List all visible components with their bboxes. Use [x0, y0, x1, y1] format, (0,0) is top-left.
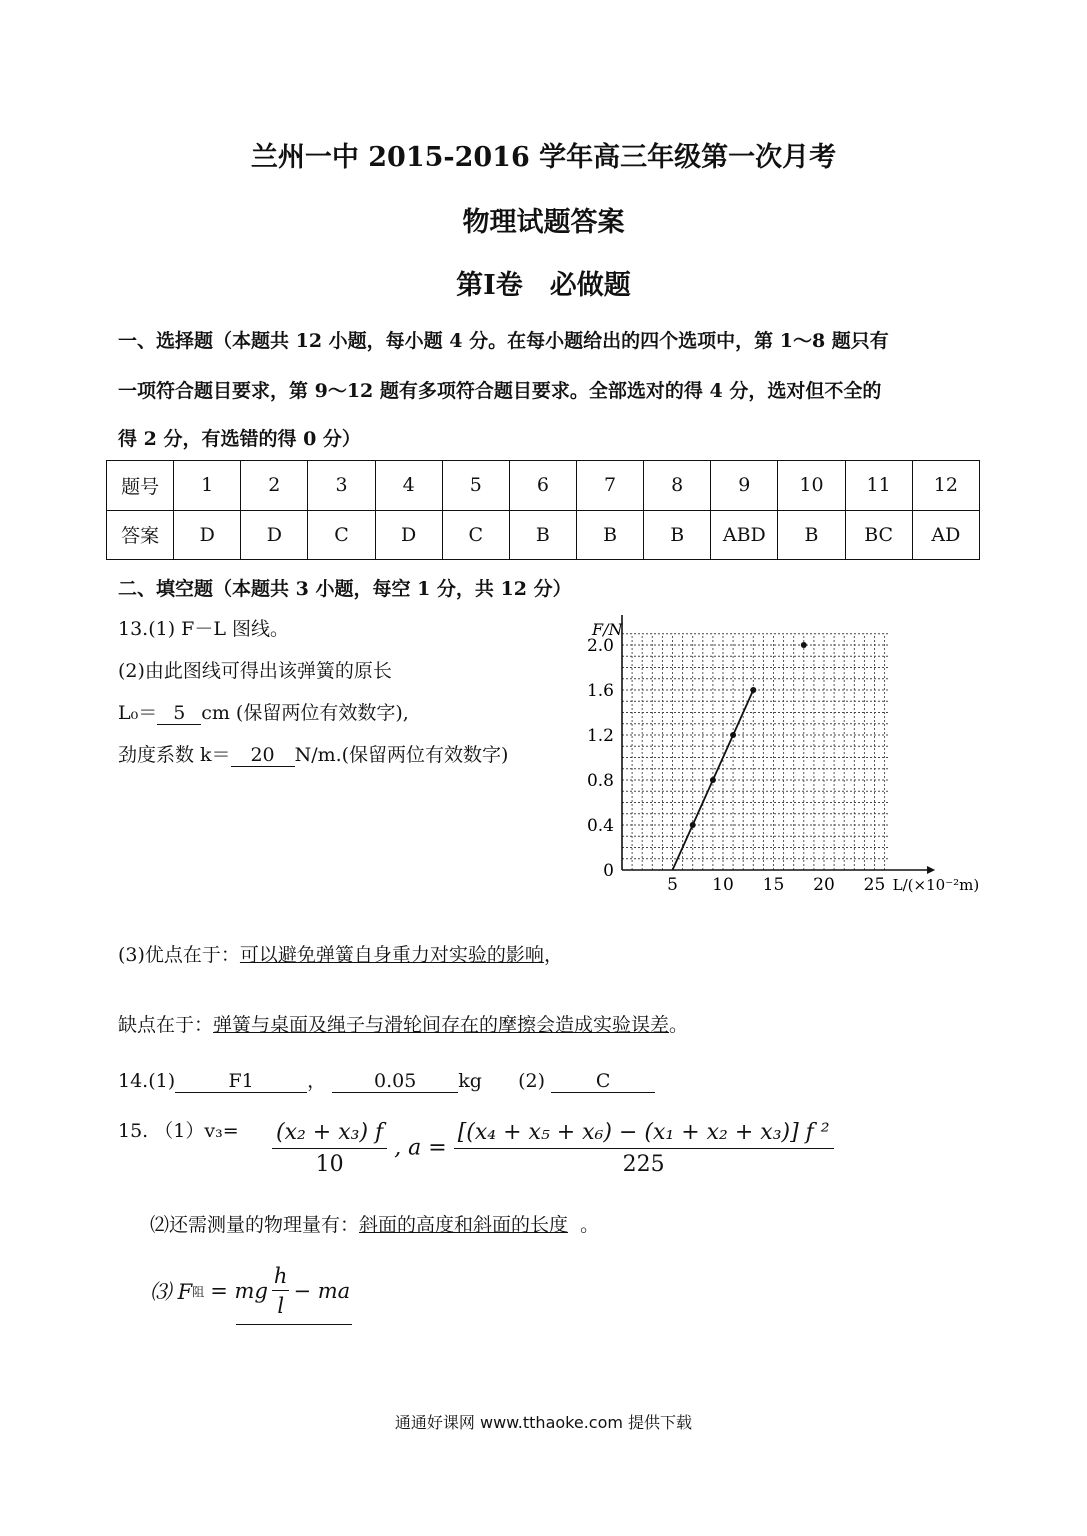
- a-numerator: [(x₄ + x₅ + x₆) − (x₁ + x₂ + x₃)] f ²: [454, 1120, 834, 1149]
- table-cell: 9: [711, 461, 778, 511]
- k-answer: 20: [231, 745, 295, 767]
- q13-l0: [118, 698, 409, 725]
- v3-fraction: [272, 1120, 387, 1177]
- table-cell: 8: [644, 461, 711, 511]
- p2-answer: 斜面的高度和斜面的长度: [359, 1214, 569, 1236]
- p3-denominator: l: [277, 1294, 285, 1318]
- table-cell: 10: [778, 461, 845, 511]
- table-cell: 7: [576, 461, 643, 511]
- row-label-answer: 答案: [107, 510, 174, 560]
- q14-line: [118, 1066, 655, 1093]
- q13-advantage: [118, 940, 563, 967]
- q14-answer-3: C: [551, 1071, 655, 1093]
- table-cell: 11: [845, 461, 912, 511]
- y-tick-label: 1.2: [586, 726, 614, 746]
- table-cell: 1: [174, 461, 241, 511]
- q15-part2: [150, 1210, 599, 1237]
- y-tick-label: 2.0: [586, 636, 614, 656]
- adv-suffix: ，: [543, 944, 563, 966]
- y-tick-label: 0.4: [586, 816, 614, 836]
- p3-numerator: h: [272, 1264, 290, 1291]
- q14-part2: (2): [518, 1070, 546, 1092]
- x-axis-arrow: [927, 866, 935, 874]
- x-tick-label: 10: [712, 875, 734, 895]
- a-label: , a =: [394, 1135, 447, 1161]
- q14-unit: kg: [458, 1070, 482, 1092]
- data-point: [730, 732, 736, 738]
- q13-disadvantage: [118, 1010, 688, 1037]
- sec2-heading: 二、填空题（本题共 3 小题，每空 1 分，共 12 分）: [118, 578, 572, 600]
- table-cell: 12: [912, 461, 979, 511]
- data-point: [690, 822, 696, 828]
- l0-prefix: L₀＝: [118, 702, 158, 724]
- table-cell: BC: [845, 510, 912, 560]
- x-tick-label: 15: [762, 875, 785, 895]
- sec1-instruction-line1: 一、选择题（本题共 12 小题，每小题 4 分。在每小题给出的四个选项中，第 1～8 题只有: [118, 330, 889, 352]
- data-point: [801, 642, 807, 648]
- l0-suffix: cm (保留两位有效数字),: [201, 702, 409, 724]
- q14-sep: ，: [307, 1070, 327, 1092]
- data-point: [750, 687, 756, 693]
- table-cell: C: [308, 510, 375, 560]
- table-cell: 5: [442, 461, 509, 511]
- p3-prefix: ⑶ F: [150, 1280, 193, 1304]
- q15-part3: [150, 1264, 352, 1325]
- q13-line1: 13.(1) F－L 图线。: [118, 618, 290, 640]
- sec1-instruction-line2: 一项符合题目要求，第 9～12 题有多项符合题目要求。全部选对的得 4 分，选对但不全的: [118, 380, 882, 402]
- table-cell: B: [509, 510, 576, 560]
- table-cell: 3: [308, 461, 375, 511]
- table-cell: 2: [241, 461, 308, 511]
- q13-line2: (2)由此图线可得出该弹簧的原长: [118, 660, 392, 682]
- answer-table: [106, 460, 980, 560]
- exam-title: 兰州一中 2015-2016 学年高三年级第一次月考: [250, 142, 837, 173]
- p3-underline: [236, 1324, 352, 1325]
- table-cell: 6: [509, 461, 576, 511]
- q15-formula: [272, 1120, 834, 1177]
- l0-answer: 5: [157, 703, 201, 725]
- p3-subscript: 阻: [192, 1284, 205, 1299]
- p3-eq: = mg: [210, 1279, 268, 1303]
- v3-denominator: 10: [315, 1152, 344, 1177]
- table-cell: 4: [375, 461, 442, 511]
- table-cell: D: [241, 510, 308, 560]
- p2-suffix: 。: [580, 1214, 600, 1236]
- row-label-number: 题号: [107, 461, 174, 511]
- table-row-answers: [107, 510, 980, 560]
- x-tick-label: 25: [863, 875, 886, 895]
- p2-prefix: ⑵还需测量的物理量有：: [150, 1214, 360, 1236]
- table-cell: ABD: [711, 510, 778, 560]
- y-tick-label: 0.8: [586, 771, 614, 791]
- y-axis-label: F/N: [592, 620, 623, 639]
- q14-prefix: 14.(1): [118, 1070, 176, 1092]
- table-cell: C: [442, 510, 509, 560]
- q14-answer-1: F1: [175, 1071, 307, 1093]
- a-denominator: 225: [622, 1152, 665, 1177]
- dis-suffix: 。: [669, 1014, 689, 1036]
- p3-fraction: [272, 1264, 290, 1318]
- v3-numerator: (x₂ + x₃) f: [272, 1120, 387, 1149]
- table-row-numbers: [107, 461, 980, 511]
- dis-answer: 弹簧与桌面及绳子与滑轮间存在的摩擦会造成实验误差: [213, 1014, 670, 1036]
- y-tick-label: 1.6: [586, 681, 614, 701]
- adv-answer: 可以避免弹簧自身重力对实验的影响: [239, 944, 544, 966]
- sec1-instruction-line3: 得 2 分，有选错的得 0 分）: [118, 428, 361, 450]
- data-point: [710, 777, 716, 783]
- table-cell: B: [576, 510, 643, 560]
- table-cell: D: [375, 510, 442, 560]
- x-tick-label: 20: [813, 875, 835, 895]
- dis-prefix: 缺点在于：: [118, 1014, 214, 1036]
- q15-prefix: 15. （1）v₃=: [118, 1120, 239, 1142]
- a-fraction: [454, 1120, 834, 1177]
- table-cell: B: [778, 510, 845, 560]
- k-prefix: 劲度系数 k＝: [118, 744, 231, 766]
- y-tick-label: 0: [603, 861, 614, 881]
- q14-answer-2: 0.05: [332, 1071, 458, 1093]
- adv-prefix: (3)优点在于：: [118, 944, 240, 966]
- answer-title: 物理试题答案: [462, 207, 625, 238]
- q13-k: [118, 740, 508, 767]
- x-axis-label: L/(×10⁻²m): [892, 876, 980, 894]
- table-cell: B: [644, 510, 711, 560]
- table-cell: AD: [912, 510, 979, 560]
- p3-tail: − ma: [293, 1279, 351, 1303]
- section-title: 第Ⅰ卷 必做题: [456, 270, 631, 301]
- k-suffix: N/m.(保留两位有效数字): [294, 744, 509, 766]
- f-l-chart: [570, 615, 980, 900]
- x-tick-label: 5: [667, 875, 678, 895]
- footer-watermark: 通通好课网 www.tthaoke.com 提供下载: [394, 1413, 693, 1432]
- table-cell: D: [174, 510, 241, 560]
